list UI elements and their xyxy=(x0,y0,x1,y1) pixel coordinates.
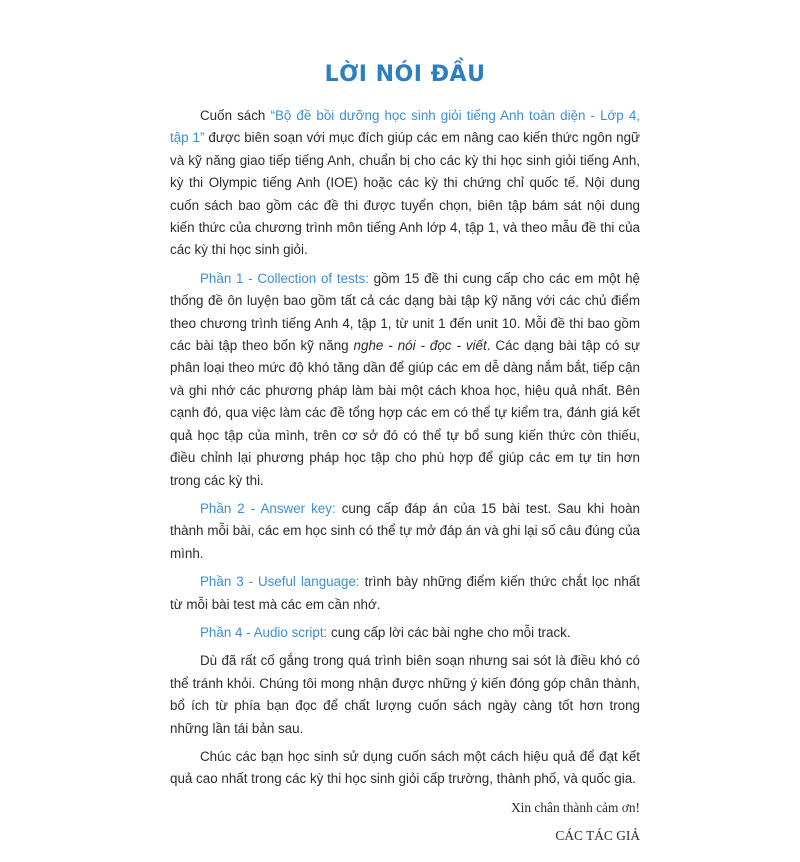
part-4-text: cung cấp lời các bài nghe cho mỗi track. xyxy=(331,624,571,640)
closing-paragraph-1: Dù đã rất cố gắng trong quá trình biên soạn nhưng sai sót là điều khó có thể tránh khỏi. Chúng tôi mong nhận được những ý kiến đóng góp chân thành, bổ ích từ phía bạn đọc để chất lượng cuốn sách ngày càng tốt hơn trong những lần tái bản sau. xyxy=(170,653,640,736)
part-1-text-before: gồm 15 đề thi cung cấp cho các em một hệ thống đề ôn luyện bao gồm tất cả các dạng bài tập kỹ năng với các chủ điểm theo chương trình tiếng Anh 4, tập 1, từ unit 1 đến unit 10. Mỗi đề thi bao gồm các bài tập theo bốn kỹ năng xyxy=(170,270,640,354)
part-4-paragraph xyxy=(170,622,640,644)
part-2-label: Phần 2 - Answer key: xyxy=(200,500,336,516)
part-1-paragraph xyxy=(170,268,640,492)
part-3-label: Phần 3 - Useful language: xyxy=(200,574,360,590)
preface-body xyxy=(170,105,640,791)
page-title: LỜI NÓI ĐẦU xyxy=(324,62,486,87)
thanks-line: Xin chân thành cảm ơn! xyxy=(510,799,640,815)
part-2-text: cung cấp đáp án của 15 bài test. Sau khi hoàn thành mỗi bài, các em học sinh có thể tự mở đáp án và ghi lại số câu đúng của mình. xyxy=(170,500,640,561)
part-1-text-after: . Các dạng bài tập có sự phân loại theo mức độ khó tăng dần để giúp các em dễ dàng nắm bắt, tiếp cận và ghi nhớ các phương pháp làm bài một cách khoa học, hiệu quả nhất. Bên cạnh đó, qua việc làm các đề tổng hợp các em có thể tự kiểm tra, đánh giá kết quả học tập của mình, trên cơ sở đó có thể tự bổ sung kiến thức còn thiếu, điều chỉnh lại phương pháp học tập cho phù hợp để giúp các em tự tin hơn trong các kỳ thi. xyxy=(170,338,640,488)
book-title: “Bộ đề bồi dưỡng học sinh giỏi tiếng Anh toàn diện - Lớp 4, tập 1” xyxy=(170,108,640,146)
part-3-text: trình bày những điểm kiến thức chắt lọc nhất từ mỗi bài test mà các em cần nhớ. xyxy=(170,574,640,612)
part-1-skills: nghe - nói - đọc - viết xyxy=(353,338,487,354)
intro-post: được biên soạn với mục đích giúp các em nâng cao kiến thức ngôn ngữ và kỹ năng giao tiếp tiếng Anh, chuẩn bị cho các kỳ thi học sinh giỏi tiếng Anh, kỳ thi Olympic tiếng Anh (IOE) hoặc các kỳ thi chứng chỉ quốc tế. Nội dung cuốn sách bao gồm các đề thi được tuyển chọn, biên tập bám sát nội dung kiến thức của chương trình môn tiếng Anh lớp 4, tập 1, và theo mẫu đề thi của các kỳ thi học sinh giỏi. xyxy=(170,130,640,258)
intro-pre: Cuốn sách xyxy=(200,108,266,123)
closing-paragraph-2: Chúc các bạn học sinh sử dụng cuốn sách một cách hiệu quả để đạt kết quả cao nhất trong các kỳ thi học sinh giỏi cấp trường, thành phố, và quốc gia. xyxy=(170,748,640,787)
part-1-label: Phần 1 - Collection of tests: xyxy=(200,270,369,286)
part-2-paragraph xyxy=(170,498,640,565)
part-4-label: Phần 4 - Audio script: xyxy=(200,624,328,640)
document-page xyxy=(0,62,800,862)
signature-block xyxy=(170,797,640,847)
intro-paragraph xyxy=(170,105,640,262)
authors-line: CÁC TÁC GIẢ xyxy=(555,827,640,843)
part-3-paragraph xyxy=(170,571,640,616)
